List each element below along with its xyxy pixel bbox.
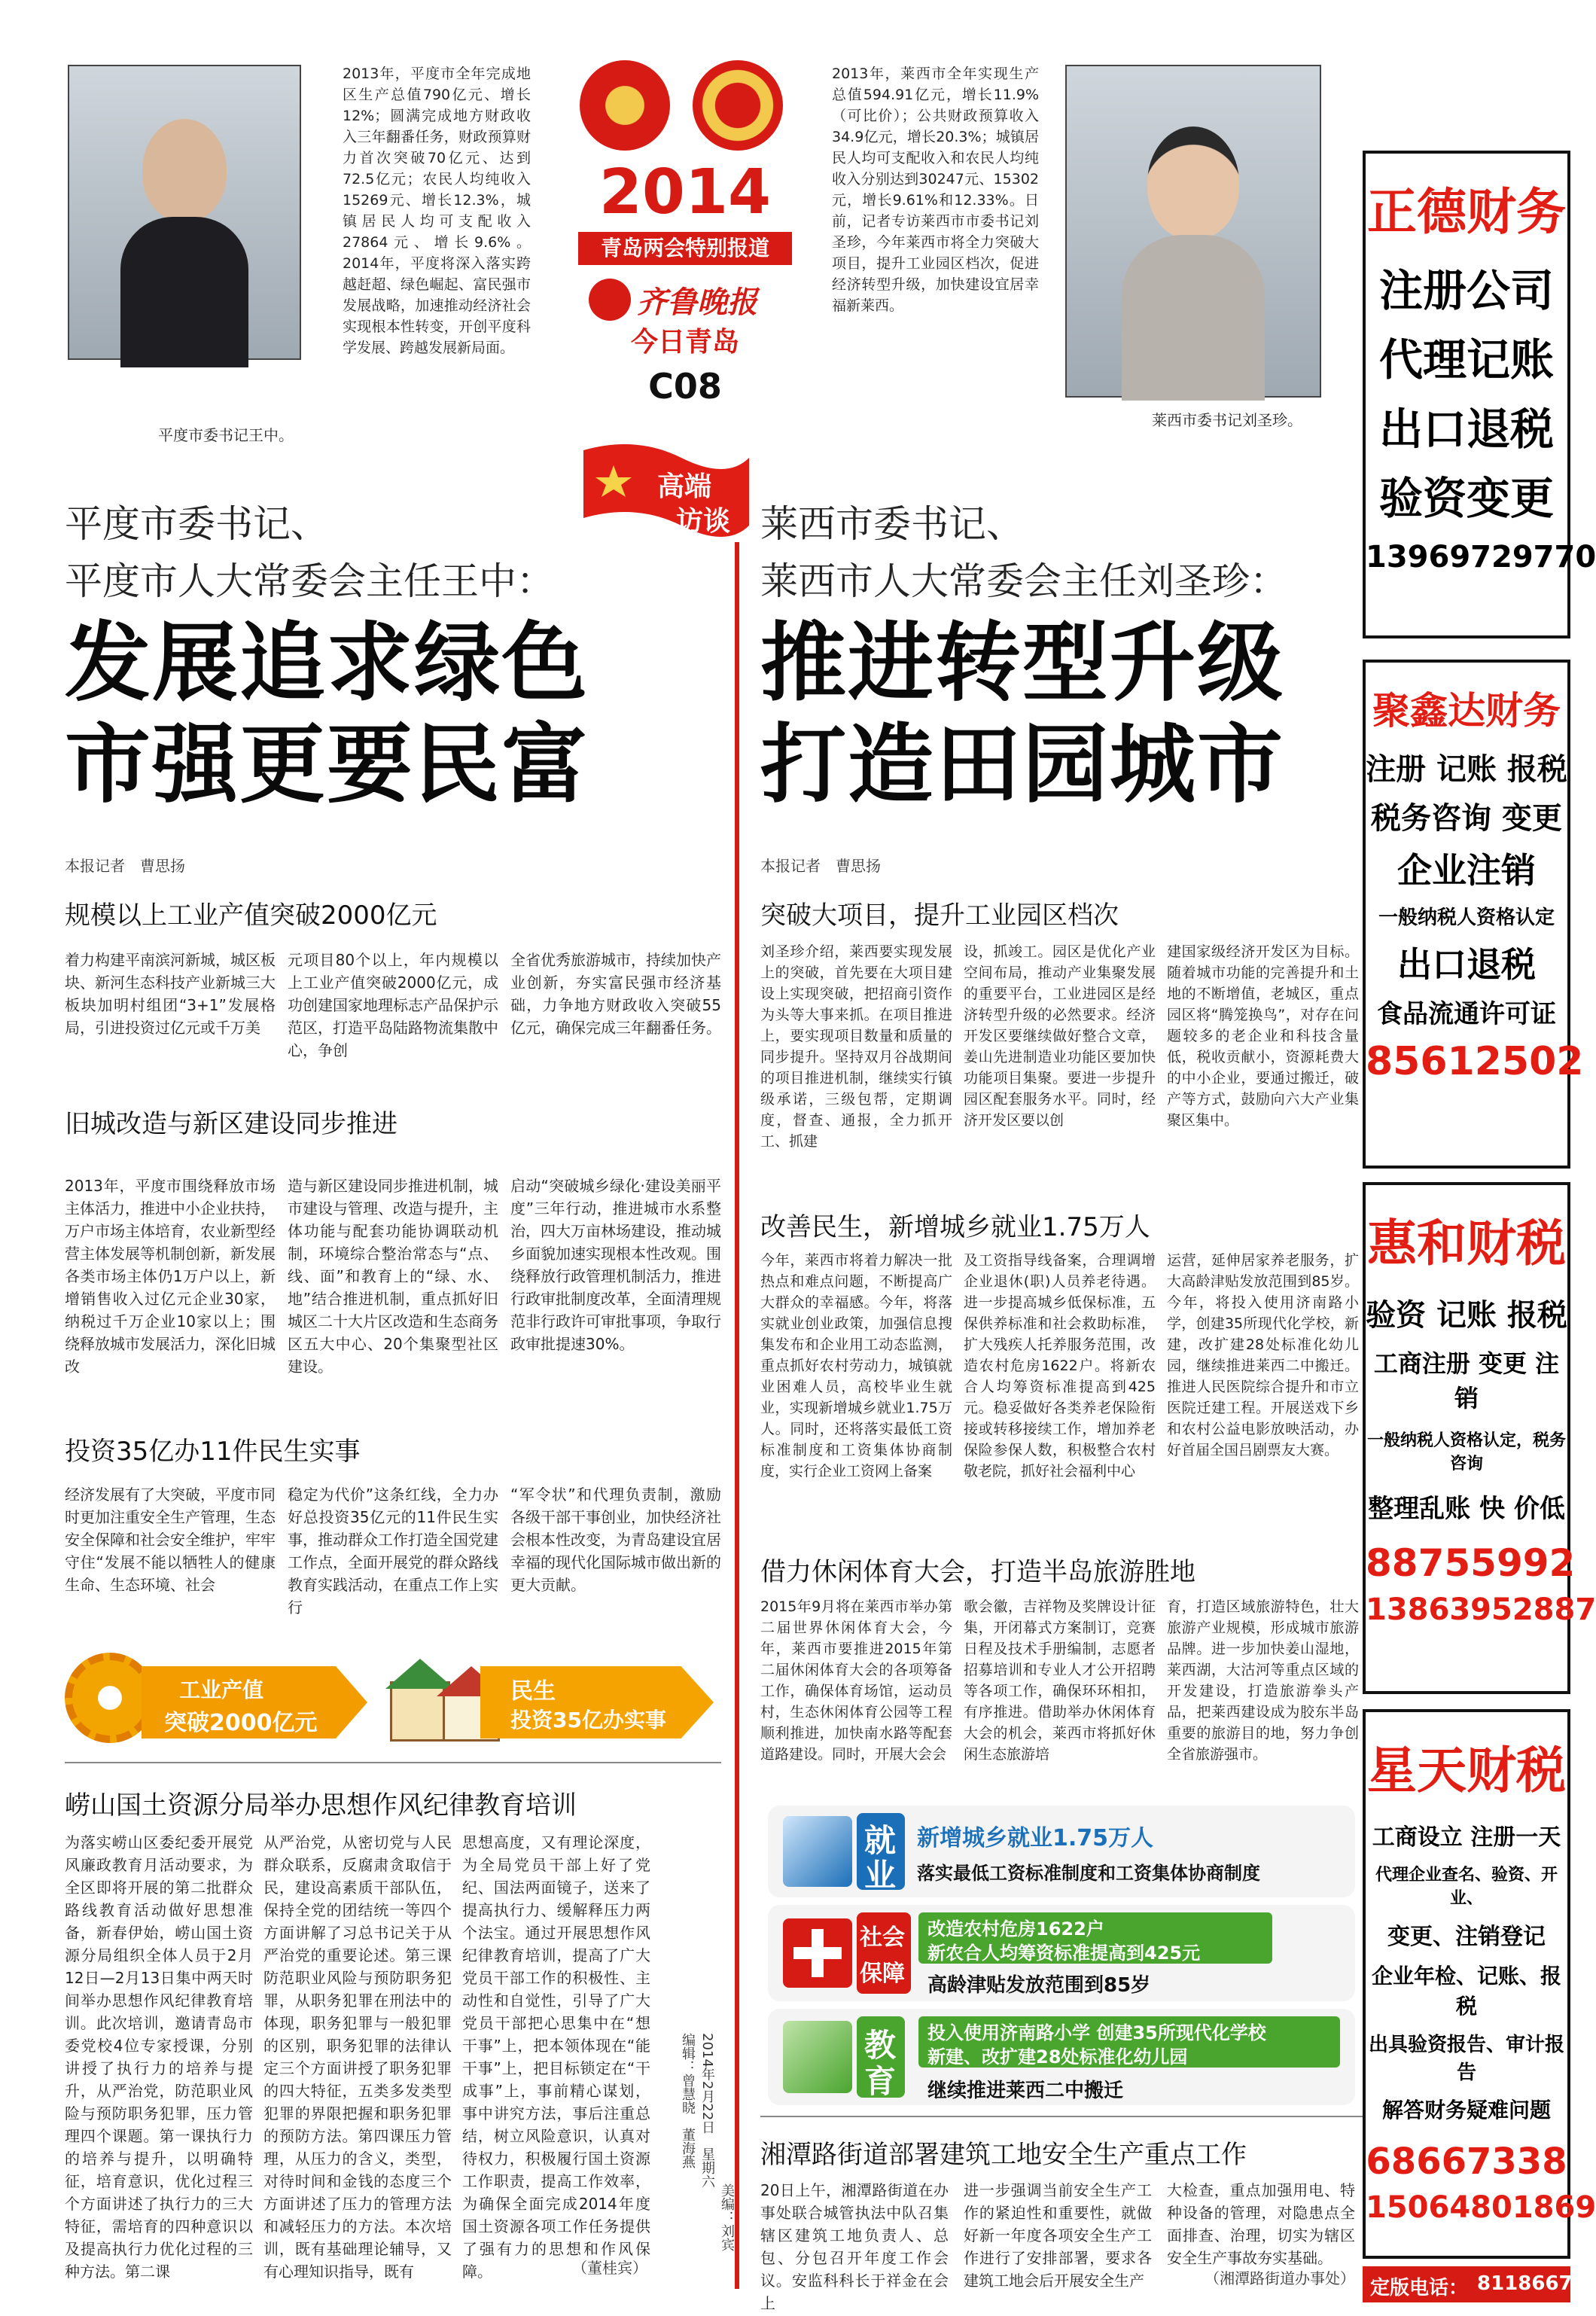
right-section-1-col2: 设，抓竣工。园区是优化产业空间布局，推动产业集聚发展的重要平台，工业进园区是经济转型升级的必然要求。经济开发区要继续做好整合文章，姜山先进制造业功能区要加快功能项目集聚。要进一步提升园区配套服务水平。同时，经济开发区要以创 bbox=[964, 943, 1156, 1129]
portrait-figure bbox=[1122, 126, 1265, 405]
left-section-1-col3: 全省优秀旅游城市，持续加快产业创新，夯实富民强市经济基础，力争地方财政收入突破55亿元，确保完成三年翻番任务。 bbox=[510, 951, 721, 1037]
industry-tag-line2: 突破2000亿元 bbox=[164, 1710, 318, 1736]
right-headline-1: 推进转型升级 bbox=[760, 613, 1285, 713]
center-divider bbox=[735, 542, 739, 2289]
left-bottom-rule bbox=[65, 1762, 721, 1763]
ad-footer bbox=[1363, 2266, 1586, 2302]
xiangtan-col1: 20日上午，湘潭路街道在办事处联合城管执法中队召集辖区建筑工地负责人、总包、分包召开年度工作会议。安监科科长于祥金在会上 bbox=[760, 2181, 949, 2312]
left-profile-summary: 2013年，平度市全年完成地区生产总值790亿元、增长12%；圆满完成地方财政收入三年翻番任务，财政预算财力首次突破70亿元、达到72.5亿元；农民人均纯收入15269元、增长12.3%，城镇居民人均可支配收入27864元、增长9.6%。2014年，平度将深入落实跨越赶超、绿色崛起、富民强市发展战略，加速推动经济社会实现根本性转变，开创平度科学发展、跨越发展新局面。 bbox=[343, 66, 531, 356]
xiangtan-byline: （湘潭路街道办事处） bbox=[1205, 2269, 1355, 2287]
right-section-1-title: 突破大项目，提升工业园区档次 bbox=[760, 900, 1119, 931]
ad-zhengde-brand: 正德财务 bbox=[1367, 183, 1566, 241]
right-section-1-col3: 建国家级经济开发区为目标。随着城市功能的完善提升和土地的不断增值，老城区，重点园区将“腾笼换鸟”，对存在问题较多的老企业和科技含量低，税收贡献小，资源耗费大的中小企业，要通过搬迁，破产等方式，鼓励向六大产业集聚区集中。 bbox=[1167, 943, 1359, 1129]
xiangtan-col3: 大检查，重点加强用电、特种设备的管理，对隐患点全面排查、治理，切实为辖区安全生产事故夯实基础。 bbox=[1167, 2181, 1355, 2267]
computer-icon bbox=[783, 1816, 852, 1887]
right-kicker-1: 莱西市委书记、 bbox=[760, 502, 1024, 546]
interview-tag-line2: 访谈 bbox=[676, 506, 731, 537]
right-kicker-2: 莱西市人大常委会主任刘圣珍： bbox=[760, 559, 1287, 603]
left-section-3-col1: 经济发展有了大突破，平度市同时更加注重安全生产管理，生态安全保障和社会安全维护，牢牢守住“发展不能以牺牲人的健康生命、生态环境、社会 bbox=[65, 1486, 276, 1594]
ad-zhengde-line2: 代理记账 bbox=[1378, 334, 1554, 385]
ad-xingtian-line4: 企业年检、记账、报税 bbox=[1371, 1964, 1561, 2019]
ad-juxinda-line2: 税务咨询 变更 bbox=[1371, 801, 1562, 836]
education-tag-2: 育 bbox=[864, 2063, 897, 2100]
left-section-2-title: 旧城改造与新区建设同步推进 bbox=[65, 1109, 397, 1139]
editor-credit: 编辑：曾慧晓 董海燕 bbox=[680, 2033, 696, 2168]
laoshan-title: 崂山国土资源分局举办思想作风纪律教育培训 bbox=[65, 1790, 577, 1821]
ad-huihe-phone2: 13863952887 bbox=[1366, 1592, 1596, 1627]
ad-xingtian-brand: 星天财税 bbox=[1367, 1742, 1566, 1799]
social-security-line2: 新农合人均筹资标准提高到425元 bbox=[927, 1943, 1201, 1964]
right-section-2-col3: 运营，延伸居家养老服务，扩大高龄津贴发放范围到85岁。今年，将投入使用济南路小学，创建35所现代化学校，新建，改扩建28处标准化幼儿园，继续推进莱西二中搬迁。推进人民医院综合提升和市立医院迁建工程。开展送戏下乡和农村公益电影放映活动，办好首届全国吕剧票友大赛。 bbox=[1167, 1252, 1359, 1458]
education-line3: 继续推进莱西二中搬迁 bbox=[927, 2080, 1124, 2102]
left-section-1-col2: 元项目80个以上，年内规模以上工业产值突破2000亿元，成功创建国家地理标志产品保护示范区，打造平岛陆路物流集散中心，争创 bbox=[288, 951, 498, 1059]
ad-xingtian-phone2: 15064801869 bbox=[1366, 2190, 1596, 2225]
ad-juxinda-line6: 食品流通许可证 bbox=[1377, 999, 1556, 1029]
right-photo-caption: 莱西市委书记刘圣珍。 bbox=[1152, 411, 1302, 429]
ad-juxinda-line3: 企业注销 bbox=[1397, 850, 1536, 891]
left-infographic bbox=[59, 1645, 729, 1751]
ad-xingtian-line5: 出具验资报告、审计报告 bbox=[1368, 2034, 1564, 2084]
employment-tag-1: 就 bbox=[864, 1822, 897, 1859]
ad-zhengde-phone: 13969729770 bbox=[1366, 540, 1596, 574]
ad-huihe-line4: 整理乱账 快 价低 bbox=[1368, 1494, 1565, 1524]
ad-xingtian-line1: 工商设立 注册一天 bbox=[1372, 1824, 1561, 1851]
laoshan-col1: 为落实崂山区委纪委开展党风廉政教育月活动要求，为全区即将开展的第二批群众路线教育活动做好思想准备，新春伊始，崂山国土资源分局组织全体人员于2月12日—2月13日集中两天时间举办思想作风纪律教育培训。此次培训，邀请青岛市委党校4位专家授课，分别讲授了执行力的培养与提升，从严治党，防范职业风险与预防职务犯罪，压力管理四个课题。第一课执行力的培养与提升，以明确特征，培育意识，优化过程三个方面讲述了执行力的三大特征，需培育的四种意识以及提高执行力优化过程的三种方法。第二课 bbox=[65, 1833, 253, 2281]
left-kicker-2: 平度市人大常委会主任王中： bbox=[65, 559, 554, 603]
right-section-1-col1: 刘圣珍介绍，莱西要实现发展上的突破，首先要在大项目建设上实现突破，把招商引资作为头等大事来抓。在项目推进上，要实现项目数量和质量的同步提升。坚持双月谷战期间的项目推进机制，继续实行镇级承诺，三级包帮，定期调度，督查、通报，全力抓开工、抓建 bbox=[760, 943, 952, 1150]
designer-credit: 美编：刘宾 bbox=[719, 2183, 735, 2251]
ad-juxinda bbox=[1363, 660, 1584, 1169]
social-security-line1: 改造农村危房1622户 bbox=[927, 1918, 1104, 1940]
ad-juxinda-line4: 一般纳税人资格认定 bbox=[1378, 907, 1555, 929]
left-kicker-1: 平度市委书记、 bbox=[65, 502, 328, 546]
right-section-3-col1: 2015年9月将在莱西市举办第二届世界休闲体育大会，今年，莱西市要推进2015年第二届休闲体育大会的各项筹备工作，确保体育场馆，运动员村，生态休闲体育公园等工程顺利推进，加快南水路等配套道路建设。同时，开展大会会 bbox=[760, 1598, 952, 1763]
education-line2: 新建、改扩建28处标准化幼儿园 bbox=[927, 2046, 1188, 2068]
masthead bbox=[572, 60, 798, 414]
employment-line1: 新增城乡就业1.75万人 bbox=[917, 1825, 1154, 1851]
ad-huihe bbox=[1363, 1182, 1596, 1694]
right-portrait-photo bbox=[1065, 65, 1321, 398]
ad-huihe-brand: 惠和财税 bbox=[1367, 1214, 1566, 1272]
social-security-tag-2: 保障 bbox=[860, 1961, 905, 1987]
right-section-2-col1: 今年，莱西市将着力解决一批热点和难点问题，不断提高广大群众的幸福感。今年，将落实就业创业政策，加强信息搜集发布和企业用工动态监测，重点抓好农村劳动力，城镇就业困难人员，高校毕业生就业，实现新增城乡就业1.75万人。同时，还将落实最低工资标准制度和工资集体协商制度，实行企业工资网上备案 bbox=[760, 1252, 952, 1479]
social-security-tag-1: 社会 bbox=[860, 1924, 905, 1951]
ad-xingtian-line3: 变更、注销登记 bbox=[1387, 1924, 1546, 1950]
employment-tag-2: 业 bbox=[864, 1857, 897, 1894]
cross-icon bbox=[783, 1918, 852, 1988]
education-tag-1: 教 bbox=[864, 2027, 897, 2064]
paper-logo-icon bbox=[589, 279, 631, 321]
ad-xingtian-line2: 代理企业查名、验资、开业、 bbox=[1375, 1866, 1558, 1908]
cppcc-emblem-icon bbox=[693, 60, 783, 151]
employment-banner bbox=[768, 1806, 1355, 1897]
xiangtan-title: 湘潭路街道部署建筑工地安全生产重点工作 bbox=[760, 2140, 1247, 2170]
ad-xingtian bbox=[1363, 1709, 1596, 2259]
ad-zhengde-line1: 注册公司 bbox=[1378, 265, 1554, 316]
right-section-2-col2: 及工资指导线备案，合理调增企业退休(职)人员养老待遇。进一步提高城乡低保标准，五保供养标准和社会救助标准，扩大残疾人托养服务范围，改造农村危房1622户。将新农合人均筹资标准提高到425元。稳妥做好各类养老保险衔接或转移接续工作，增加养老保险参保人数，积极整合农村敬老院，抓好社会福利中心 bbox=[964, 1252, 1156, 1479]
left-photo-caption: 平度市委书记王中。 bbox=[158, 426, 294, 444]
right-headline-2: 打造田园城市 bbox=[760, 715, 1285, 815]
right-bottom-rule bbox=[760, 2116, 1363, 2117]
ad-huihe-phone1: 88755992 bbox=[1366, 1541, 1576, 1585]
laoshan-col2: 从严治党，从密切党与人民群众联系，反腐肃贪取信于民，建设高素质干部队伍，保持全党的团结统一等四个方面讲解了习总书记关于从严治党的重要论述。第三课防范职业风险与预防职务犯罪，从职务犯罪在刑法中的体现，职务犯罪与一般犯罪的区别，职务犯罪的法律认定三个方面讲授了职务犯罪的四大特征，五类多发类型犯罪的界限把握和职务犯罪的预防方法。第四课压力管理，从压力的含义，类型，对待时间和金钱的态度三个方面讲述了压力的管理方法和减轻压力的方法。本次培训，既有基础理论辅导，又有心理知识指导，既有 bbox=[263, 1833, 452, 2281]
left-section-3-col2: 稳定为代价”这条红线，全力办好总投资35亿元的11件民生实事，推动群众工作打造全国党建工作点，全面开展党的群众路线教育实践活动，在重点工作上实行 bbox=[288, 1486, 498, 1617]
left-portrait-photo bbox=[68, 65, 301, 360]
employment-line2: 落实最低工资标准制度和工资集体协商制度 bbox=[917, 1863, 1260, 1884]
left-section-1-title: 规模以上工业产值突破2000亿元 bbox=[65, 900, 437, 931]
ad-huihe-line1: 验资 记账 报税 bbox=[1366, 1298, 1567, 1333]
year-label: 2014 bbox=[598, 157, 772, 228]
industry-tag-line1: 工业产值 bbox=[179, 1678, 264, 1702]
social-security-banner bbox=[768, 1905, 1355, 2001]
edition-name: 今日青岛 bbox=[630, 327, 739, 358]
left-byline: 本报记者 曹思扬 bbox=[65, 857, 185, 875]
ad-zhengde-line4: 验资变更 bbox=[1378, 473, 1554, 524]
left-section-1-col1: 着力构建平南滨河新城，城区板块、新河生态科技产业新城三大板块加明村组团“3+1”发展格局，引进投资过亿元或千万美 bbox=[65, 951, 276, 1037]
ad-footer-label: 定版电话： bbox=[1370, 2277, 1469, 2299]
left-section-2-col3: 启动“突破城乡绿化·建设美丽平度”三年行动，推进城市水系整治，四大万亩林场建设，推动城乡面貌加速实现根本性改观。围绕释放行政管理机制活力，推进行政审批制度改革，全面清理规范非行政许可审批事项，争取行政审批提速30%。 bbox=[510, 1177, 721, 1353]
right-section-3-col2: 歌会徽，吉祥物及奖牌设计征集，开闭幕式方案制订，竞赛日程及技术手册编制，志愿者招募培训和专业人才公开招聘等各项工作，确保环环相扣，有序推进。借助举办休闲体育大会的机会，莱西市将抓好休闲生态旅游培 bbox=[964, 1598, 1156, 1763]
ad-juxinda-brand: 聚鑫达财务 bbox=[1372, 689, 1561, 733]
ad-juxinda-phone: 85612502 bbox=[1366, 1039, 1584, 1084]
ad-huihe-line3: 一般纳税人资格认定，税务咨询 bbox=[1366, 1431, 1566, 1473]
date-credit: 2014年2月22日 星期六 bbox=[699, 2033, 715, 2189]
left-section-2-col1: 2013年，平度市围绕释放市场主体活力，推进中小企业扶持，万户市场主体培育，农业新型经营主体发展等机制创新，新发展各类市场主体仍1万户以上，新增销售收入过亿元企业30家，纳税过千万企业10家以上；围绕释放城市发展活力，深化旧城改 bbox=[65, 1177, 276, 1376]
livelihood-tag-line2: 投资35亿办实事 bbox=[510, 1708, 666, 1732]
left-section-3-col3: “军令状”和代理负责制，激励各级干部干事创业，加快经济社会根本性改变，为青岛建设宜居幸福的现代化国际城市做出新的更大贡献。 bbox=[510, 1486, 721, 1594]
livelihood-tag-line1: 民生 bbox=[510, 1678, 556, 1705]
national-emblem-icon bbox=[580, 60, 670, 151]
ad-huihe-line2: 工商注册 变更 注销 bbox=[1373, 1349, 1560, 1412]
interview-tag-line1: 高端 bbox=[657, 471, 712, 502]
book-icon bbox=[783, 2021, 852, 2093]
laoshan-byline: （董桂宾） bbox=[572, 2259, 647, 2277]
portrait-figure bbox=[120, 119, 248, 367]
special-report-bar: 青岛两会特别报道 bbox=[578, 232, 792, 265]
education-banner bbox=[768, 2009, 1355, 2105]
ad-juxinda-line5: 出口退税 bbox=[1397, 944, 1536, 985]
page-number: C08 bbox=[648, 366, 722, 407]
education-line1: 投入使用济南路小学 创建35所现代化学校 bbox=[927, 2022, 1266, 2043]
ad-footer-phone: 81186679 bbox=[1477, 2272, 1586, 2295]
left-section-2-col2: 造与新区建设同步推进机制，城市建设与管理、改造与提升，主体功能与配套功能协调联动机制，环境综合整治常态与“点、线、面”和教育上的“绿、水、地”结合推进机制，重点抓好旧城区二十大片区改造和生态商务区五大中心、20个集聚型社区建设。 bbox=[288, 1177, 498, 1376]
xiangtan-col2: 进一步强调当前安全生产工作的紧迫性和重要性，就做好新一年度各项安全生产工作进行了安排部署，要求各建筑工地会后开展安全生产 bbox=[964, 2181, 1152, 2290]
left-section-3-title: 投资35亿办11件民生实事 bbox=[65, 1437, 361, 1467]
ad-zhengde bbox=[1363, 151, 1596, 638]
right-section-3-col3: 育，打造区域旅游特色，壮大旅游产业规模，形成城市旅游品牌。进一步加快姜山湿地，莱西湖，大沽河等重点区域的开发建设，打造旅游拳头产品，把莱西建设成为胶东半岛重要的旅游目的地，努力争创全省旅游强市。 bbox=[1167, 1598, 1359, 1763]
social-security-line3: 高龄津贴发放范围到85岁 bbox=[927, 1974, 1151, 1997]
ad-xingtian-phone1: 68667338 bbox=[1366, 2141, 1567, 2183]
paper-name: 齐鲁晚报 bbox=[637, 285, 757, 320]
ad-xingtian-line6: 解答财务疑难问题 bbox=[1381, 2098, 1551, 2122]
left-headline-2: 市强更要民富 bbox=[65, 715, 589, 815]
ad-juxinda-line1: 注册 记账 报税 bbox=[1366, 752, 1567, 787]
right-profile-summary: 2013年，莱西市全年实现生产总值594.91亿元，增长11.9%（可比价）；公共财政预算收入34.9亿元，增长20.3%；城镇居民人均可支配收入和农民人均纯收入分别达到30247元、15302元，增长9.61%和12.33%。日前，记者专访莱西市市委书记刘圣珍，今年莱西市将全力突破大项目，提升工业园区档次，促进经济转型升级，加快建设宜居幸福新莱西。 bbox=[832, 66, 1039, 314]
ad-zhengde-line3: 出口退税 bbox=[1378, 404, 1554, 455]
laoshan-col3: 思想高度，又有理论深度，为全局党员干部上好了党纪、国法两面镜子，送来了提高执行力、缓解释压力两个法宝。通过开展思想作风纪律教育培训，提高了广大党员干部工作的积极性、主动性和自觉性，引导了广大党员干部把心思集中在“想干事”上，把本领体现在“能干事”上，把目标锁定在“干成事”上，事前精心谋划，事中讲究方法，事后注重总结，树立风险意识，认真对待权力，积极履行国土资源工作职责，提高工作效率，为确保全面完成2014年度国土资源各项工作任务提供了强有力的思想和作风保障。 bbox=[462, 1833, 650, 2281]
right-section-2-title: 改善民生，新增城乡就业1.75万人 bbox=[760, 1212, 1150, 1242]
right-section-3-title: 借力休闲体育大会，打造半岛旅游胜地 bbox=[760, 1557, 1195, 1587]
left-headline-1: 发展追求绿色 bbox=[65, 613, 589, 713]
right-byline: 本报记者 曹思扬 bbox=[760, 857, 881, 875]
